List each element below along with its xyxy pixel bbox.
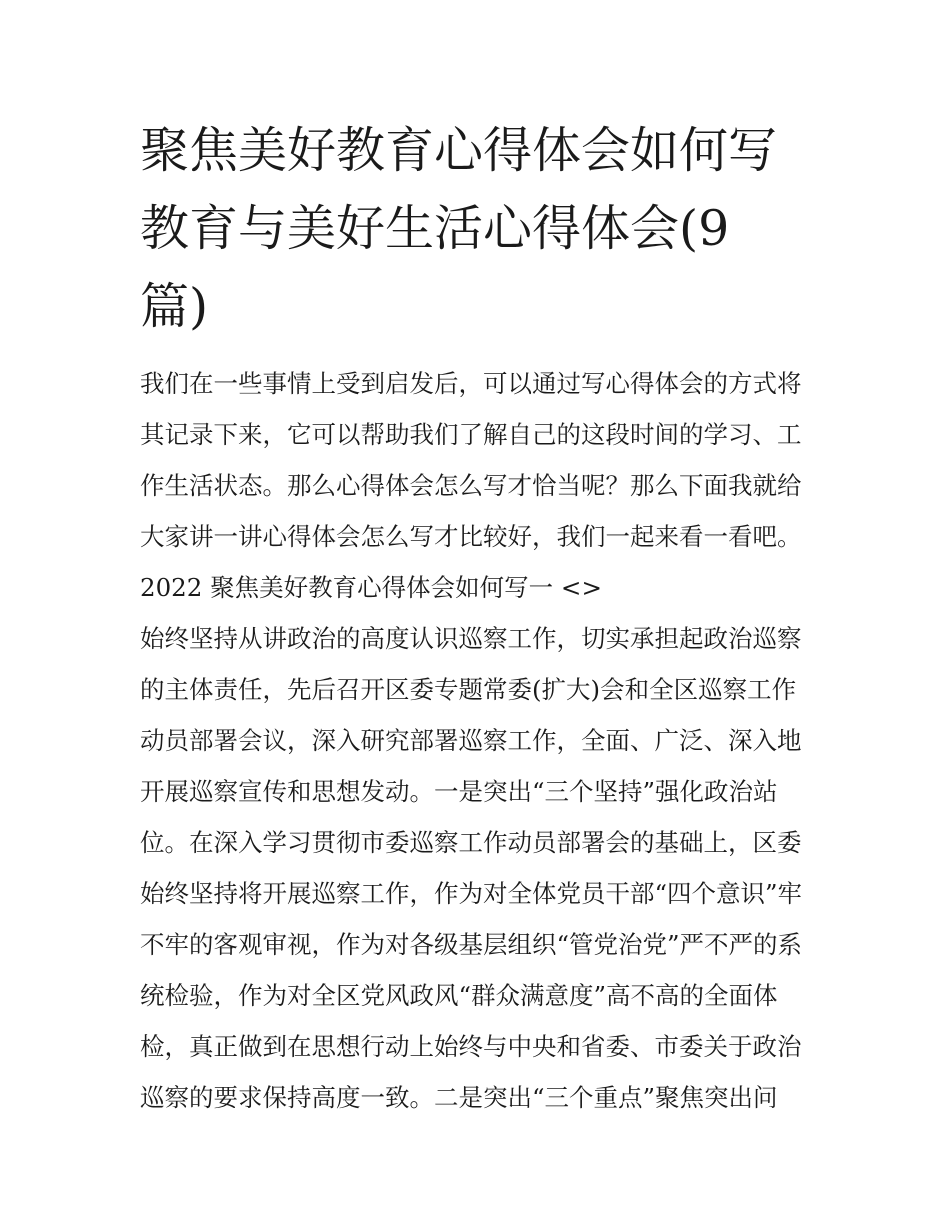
document-content xyxy=(140,112,820,1123)
text-line: 不牢的客观审视，作为对各级基层组织“管党治党”严不严的系 xyxy=(140,930,803,959)
document-title xyxy=(140,112,800,346)
title-line: 教育与美好生活心得体会(9 xyxy=(140,200,730,257)
title-line: 篇) xyxy=(140,278,209,335)
text-line: 作生活状态。那么心得体会怎么写才恰当呢？那么下面我就给 xyxy=(140,471,802,500)
text-line: 其记录下来，它可以帮助我们了解自己的这段时间的学习、工 xyxy=(140,420,802,449)
text-line: 巡察的要求保持高度一致。二是突出“三个重点”聚焦突出问 xyxy=(140,1083,778,1112)
text-line: 动员部署会议，深入研究部署巡察工作，全面、广泛、深入地 xyxy=(140,726,802,755)
section-heading-text: 2022 聚焦美好教育心得体会如何写一 <> xyxy=(140,573,602,602)
text-line: 始终坚持将开展巡察工作，作为对全体党员干部“四个意识”牢 xyxy=(140,879,803,908)
body-paragraph xyxy=(140,613,820,1123)
text-line: 位。在深入学习贯彻市委巡察工作动员部署会的基础上，区委 xyxy=(140,828,802,857)
text-line: 大家讲一讲心得体会怎么写才比较好，我们一起来看一看吧。 xyxy=(140,522,802,551)
text-line: 开展巡察宣传和思想发动。一是突出“三个坚持”强化政治站 xyxy=(140,777,778,806)
text-line: 统检验，作为对全区党风政风“群众满意度”高不高的全面体 xyxy=(140,981,778,1010)
text-line: 始终坚持从讲政治的高度认识巡察工作，切实承担起政治巡察 xyxy=(140,624,802,653)
section-heading xyxy=(140,562,820,613)
title-line: 聚焦美好教育心得体会如何写 xyxy=(140,122,778,179)
text-line: 的主体责任，先后召开区委专题常委(扩大)会和全区巡察工作 xyxy=(140,675,797,704)
text-line: 我们在一些事情上受到启发后，可以通过写心得体会的方式将 xyxy=(140,369,802,398)
intro-paragraph xyxy=(140,358,820,562)
text-line: 检，真正做到在思想行动上始终与中央和省委、市委关于政治 xyxy=(140,1032,802,1061)
